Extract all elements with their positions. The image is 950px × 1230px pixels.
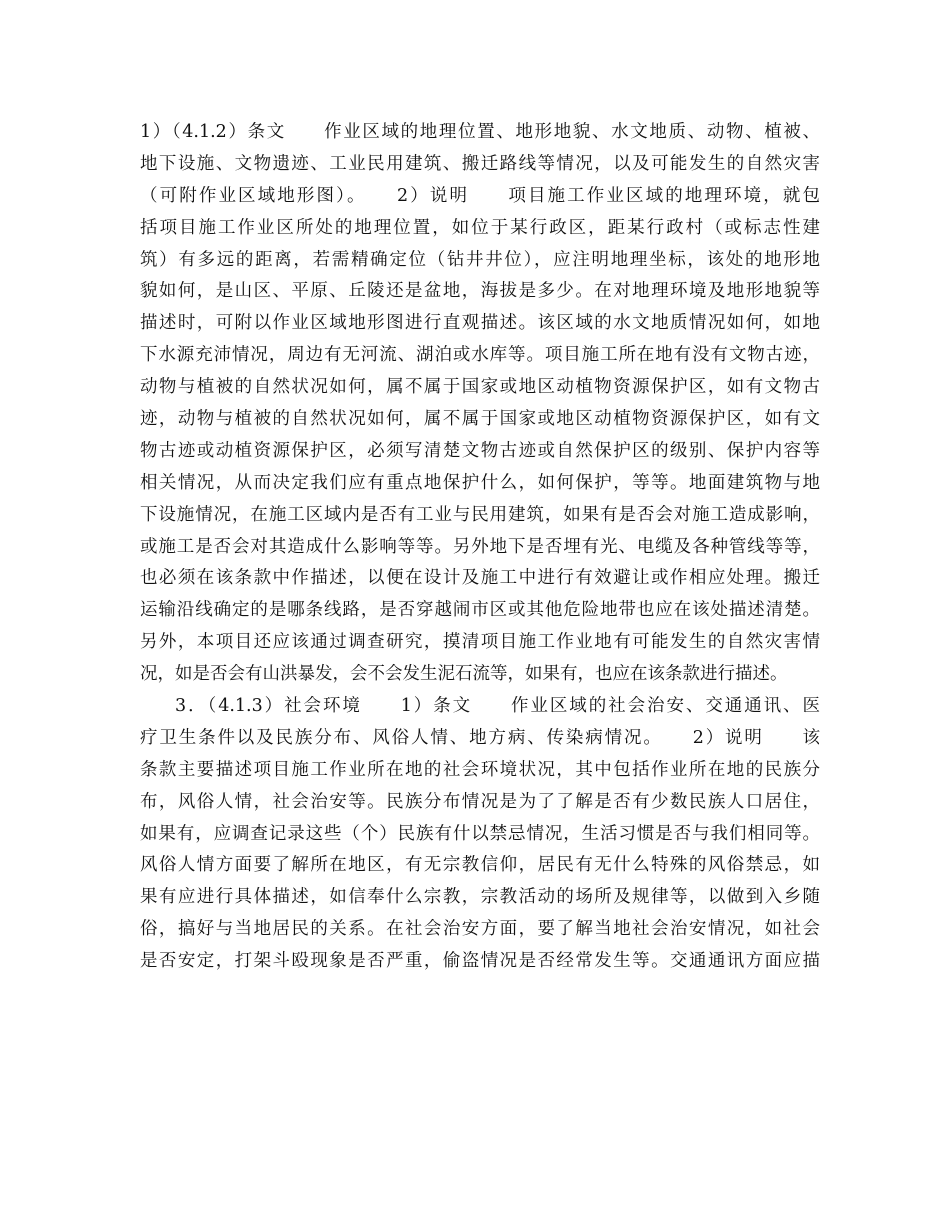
text-line: 运输沿线确定的是哪条线路，是否穿越闹市区或其他危险地带也应在该处描述清楚。 [140, 600, 820, 621]
text-line: 果有应进行具体描述，如信奉什么宗教，宗教活动的场所及规律等，以做到入乡随 [140, 887, 820, 908]
section-heading-line: 3．（4.1.3）社会环境 1）条文 作业区域的社会治安、交通通讯、医 [175, 696, 820, 717]
text-line: 疗卫生条件以及民族分布、风俗人情、地方病、传染病情况。 2）说明 该 [140, 727, 820, 748]
text-line: 风俗人情方面要了解所在地区，有无宗教信仰，居民有无什么特殊的风俗禁忌，如 [140, 855, 820, 876]
text-line: 物古迹或动植资源保护区，必须写清楚文物古迹或自然保护区的级别、保护内容等 [140, 440, 820, 461]
text-line: 描述时，可附以作业区域地形图进行直观描述。该区域的水文地质情况如何，如地 [140, 313, 820, 334]
text-line: 1）（4.1.2）条文 作业区域的地理位置、地形地貌、水文地质、动物、植被、 [140, 122, 820, 142]
text-line: 筑）有多远的距离，若需精确定位（钻井井位），应注明地理坐标，该处的地形地 [140, 249, 820, 270]
text-line: 是否安定，打架斗殴现象是否严重，偷盗情况是否经常发生等。交通通讯方面应描 [140, 951, 820, 972]
text-line: 况，如是否会有山洪暴发，会不会发生泥石流等，如果有，也应在该条款进行描述。 [140, 664, 788, 685]
text-line: 如果有，应调查记录这些（个）民族有什以禁忌情况，生活习惯是否与我们相同等。 [140, 823, 820, 844]
text-line: 动物与植被的自然状况如何，属不属于国家或地区动植物资源保护区，如有文物古 [140, 377, 820, 398]
text-line: 括项目施工作业区所处的地理位置，如位于某行政区，距某行政村（或标志性建 [140, 217, 820, 238]
text-line: 或施工是否会对其造成什么影响等等。另外地下是否埋有光、电缆及各种管线等等， [140, 536, 820, 557]
text-line: 相关情况，从而决定我们应有重点地保护什么，如何保护，等等。地面建筑物与地 [140, 472, 820, 493]
text-line: 貌如何，是山区、平原、丘陵还是盆地，海拔是多少。在对地理环境及地形地貌等 [140, 281, 820, 302]
text-line: 下设施情况，在施工区域内是否有工业与民用建筑，如果有是否会对施工造成影响， [140, 504, 820, 525]
text-line: 也必须在该条款中作描述，以便在设计及施工中进行有效避让或作相应处理。搬迁 [140, 568, 820, 589]
text-line: 另外，本项目还应该通过调查研究，摸清项目施工作业地有可能发生的自然灾害情 [140, 632, 820, 653]
document-body [140, 117, 820, 978]
text-line: 条款主要描述项目施工作业所在地的社会环境状况，其中包括作业所在地的民族分 [140, 759, 820, 780]
text-line: 地下设施、文物遗迹、工业民用建筑、搬迁路线等情况，以及可能发生的自然灾害 [140, 153, 820, 174]
text-line: 俗，搞好与当地居民的关系。在社会治安方面，要了解当地社会治安情况，如社会 [140, 919, 820, 940]
text-line: 布，风俗人情，社会治安等。民族分布情况是为了了解是否有少数民族人口居住， [140, 791, 820, 812]
text-line: 下水源充沛情况，周边有无河流、湖泊或水库等。项目施工所在地有没有文物古迹， [140, 345, 820, 366]
text-line: 迹，动物与植被的自然状况如何，属不属于国家或地区动植物资源保护区，如有文 [140, 409, 820, 430]
text-line: （可附作业区域地形图）。 2）说明 项目施工作业区域的地理环境，就包 [140, 185, 820, 206]
